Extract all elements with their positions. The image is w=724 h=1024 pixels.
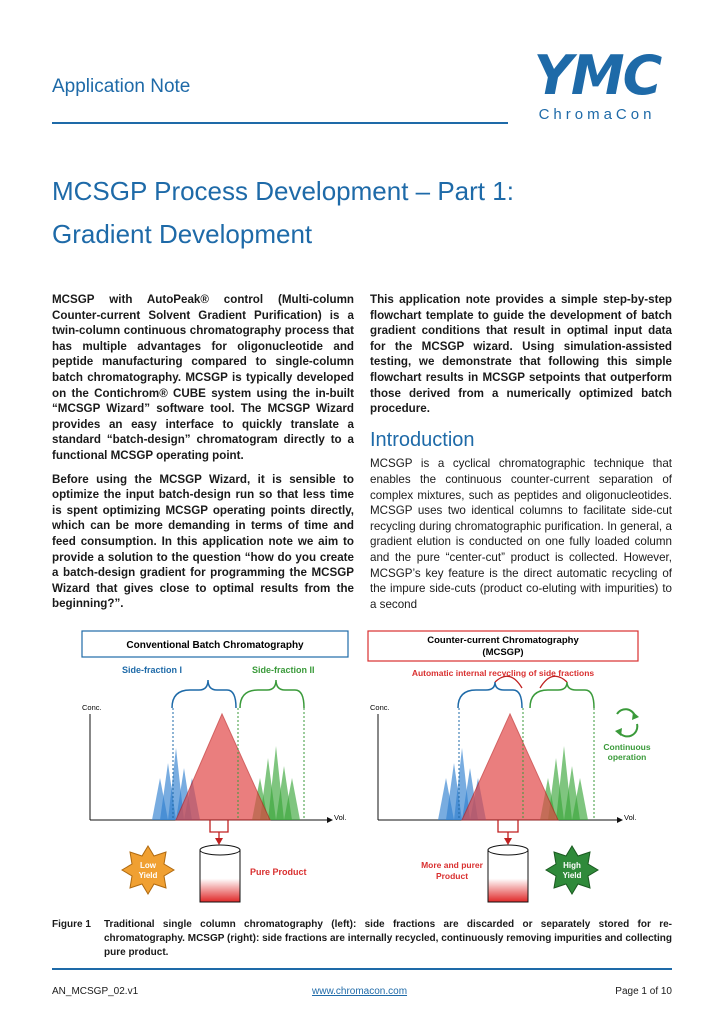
- continuous-operation-icon: [615, 709, 639, 736]
- left-collection-arrowhead: [215, 838, 223, 845]
- figure-caption-text: Traditional single column chromatography (left): side fractions are discarded or separately stored for re-chromatography. MCSGP (right): side fractions are internally recycled, continuously removing impurities and collecting pure product.: [104, 919, 672, 958]
- more-product-label-2: Product: [435, 871, 469, 881]
- left-product-vessel: [200, 845, 240, 902]
- more-product-label-1: More and purer: [421, 860, 483, 870]
- figure-number: Figure 1: [52, 919, 91, 930]
- high-yield-label-2: Yield: [562, 871, 582, 880]
- recycle-arrow-2: [540, 676, 567, 688]
- left-collection-bracket: [210, 820, 228, 832]
- footer-link[interactable]: www.chromacon.com: [312, 986, 408, 997]
- high-yield-badge: [546, 846, 598, 894]
- title-line-2: Gradient Development: [52, 219, 313, 249]
- right-collection-arrowhead: [504, 838, 512, 845]
- low-yield-label-2: Yield: [138, 871, 158, 880]
- logo-subtitle: ChromaCon: [538, 106, 656, 123]
- left-vol-axis-label: Vol.: [334, 813, 347, 822]
- page-title: [52, 170, 672, 256]
- side-fraction-1-bracket: [172, 680, 236, 708]
- right-vol-axis-label: Vol.: [624, 813, 637, 822]
- left-x-arrow: [327, 817, 333, 823]
- right-panel-title-1: Counter-current Chromatography: [427, 635, 579, 646]
- recycle-arrow-1: [495, 676, 522, 688]
- pure-product-label: Pure Product: [250, 867, 307, 877]
- side-fraction-1-label: Side-fraction I: [122, 665, 183, 675]
- header-rule: [52, 122, 508, 124]
- title-line-1: MCSGP Process Development – Part 1:: [52, 176, 514, 206]
- right-conc-axis-label: Conc.: [370, 703, 390, 712]
- left-panel-title: Conventional Batch Chromatography: [126, 640, 304, 651]
- footer-doc-id: AN_MCSGP_02.v1: [52, 986, 139, 997]
- figure-1-diagram: [52, 628, 672, 908]
- recycling-label: Automatic internal recycling of side fractions: [411, 668, 595, 678]
- right-paragraph-1: This application note provides a simple step-by-step flowchart template to guide the development of batch gradient conditions that result in optimal input data for the MCSGP wizard. Using simulation-assisted testing, we demonstrate that following this simple flowchart results in MCSGP setpoints that outperform those derived from a numerically optimized batch procedure.: [370, 293, 672, 416]
- left-paragraph-2: Before using the MCSGP Wizard, it is sensible to optimize the input batch-design run so that less time is spent optimizing MCSGP operating points directly, which can be more demanding in terms of time and feed consumption. In this application note we aim to provide a solution to the question “how do you create a batch-design gradient for programming the MCSGP Wizard that gives close to optimal results from the beginning?”.: [52, 472, 354, 611]
- right-column: [370, 292, 672, 620]
- header-label: Application Note: [52, 76, 191, 97]
- left-paragraph-1: MCSGP with AutoPeak® control (Multi-column Counter-current Solvent Gradient Purification) is a twin-column continuous chromatography process that has multiple advantages for oligonucleotide and peptide manufacturing compared to single-column batch chromatography. MCSGP is typically developed on the Contichrom® CUBE system using the in-built “MCSGP Wizard” software tool. The MCSGP Wizard provides an easy interface to quickly translate a standard “batch-design” chromatogram directly to a functional MCSGP operating point.: [52, 293, 354, 462]
- figure-1: [52, 628, 672, 908]
- low-yield-label-1: Low: [140, 861, 156, 870]
- left-column: [52, 292, 354, 620]
- left-conc-axis-label: Conc.: [82, 703, 102, 712]
- right-product-peak: [462, 714, 558, 820]
- right-collection-bracket: [498, 820, 518, 832]
- footer-rule: [52, 968, 672, 970]
- low-yield-badge: [122, 846, 174, 894]
- right-x-arrow: [617, 817, 623, 823]
- side-fraction-2-bracket: [240, 680, 304, 708]
- right-side-1-bracket: [458, 682, 522, 708]
- right-side-2-bracket: [530, 682, 594, 708]
- ymc-logo: [516, 44, 678, 132]
- logo-word: YMC: [533, 44, 661, 107]
- right-product-vessel: [488, 845, 528, 902]
- right-panel-title-2: (MCSGP): [482, 647, 524, 658]
- figure-caption: [52, 918, 672, 960]
- continuous-label-2: operation: [607, 752, 647, 762]
- introduction-heading: Introduction: [370, 428, 475, 451]
- high-yield-label-1: High: [563, 861, 581, 870]
- continuous-label-1: Continuous: [603, 742, 651, 752]
- right-paragraph-2: MCSGP is a cyclical chromatographic technique that enables the continuous counter-current separation of complex mixtures, such as peptides and oligonucleotides. MCSGP uses two identical columns to facilitate side-cut recycling during chromatographic purification. In general, a gradient elution is conducted on one fully loaded column and the pure “center-cut” product is collected. However, MCSGP’s key feature is the direct automatic recycling of the impure side-cuts (product co-eluting with impurities) to a second: [370, 457, 672, 611]
- footer-page-number: Page 1 of 10: [615, 986, 672, 997]
- left-product-peak: [176, 714, 270, 820]
- side-fraction-2-label: Side-fraction II: [252, 665, 315, 675]
